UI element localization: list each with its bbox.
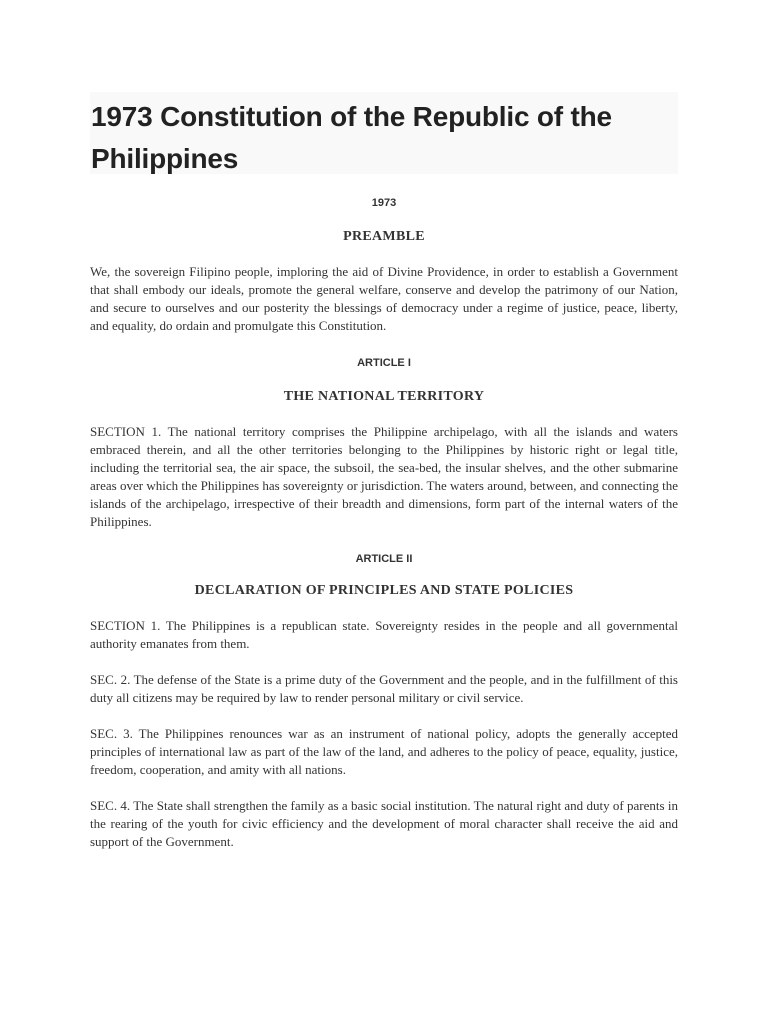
article-2-heading: DECLARATION OF PRINCIPLES AND STATE POLICIES bbox=[194, 583, 574, 598]
article-2-label: ARTICLE II bbox=[355, 553, 413, 565]
page-title: 1973 Constitution of the Republic of the Philippines bbox=[91, 101, 612, 174]
document-year: 1973 bbox=[371, 197, 397, 209]
article-2-sec-3: SEC. 3. The Philippines renounces war as an instrument of national policy, adopts the generally accepted principles of international law as part of the law of the land, and adheres to the policy of peace, equality, justice, freedom, cooperation, and amity with all nations. bbox=[90, 726, 678, 777]
title-block bbox=[90, 92, 678, 174]
article-2-sec-4: SEC. 4. The State shall strengthen the family as a basic social institution. The natural right and duty of parents in the rearing of the youth for civic efficiency and the development of moral character shall receive the aid and support of the Government. bbox=[90, 798, 678, 849]
article-1-section-1: SECTION 1. The national territory comprises the Philippine archipelago, with all the islands and waters embraced therein, and all the other territories belonging to the Philippines by historic right or legal title, including the territorial sea, the air space, the subsoil, the sea-bed, the insular shelves, and the other submarine areas over which the Philippines has sovereignty or jurisdiction. The waters around, between, and connecting the islands of the archipelago, irrespective of their breadth and dimensions, form part of the internal waters of the Philippines. bbox=[90, 424, 678, 529]
article-2-sec-2: SEC. 2. The defense of the State is a prime duty of the Government and the people, and in the fulfillment of this duty all citizens may be required by law to render personal military or civil service. bbox=[90, 672, 678, 705]
article-1-heading: THE NATIONAL TERRITORY bbox=[283, 389, 485, 404]
preamble-heading: PREAMBLE bbox=[343, 229, 425, 244]
article-2-section-1: SECTION 1. The Philippines is a republican state. Sovereignty resides in the people and all governmental authority emanates from them. bbox=[90, 618, 678, 651]
article-1-label: ARTICLE I bbox=[357, 357, 411, 369]
document-page bbox=[90, 92, 678, 851]
preamble-text: We, the sovereign Filipino people, imploring the aid of Divine Providence, in order to establish a Government that shall embody our ideals, promote the general welfare, conserve and develop the patrimony of our Nation, and secure to ourselves and our posterity the blessings of democracy under a regime of justice, peace, liberty, and equality, do ordain and promulgate this Constitution. bbox=[90, 264, 678, 333]
